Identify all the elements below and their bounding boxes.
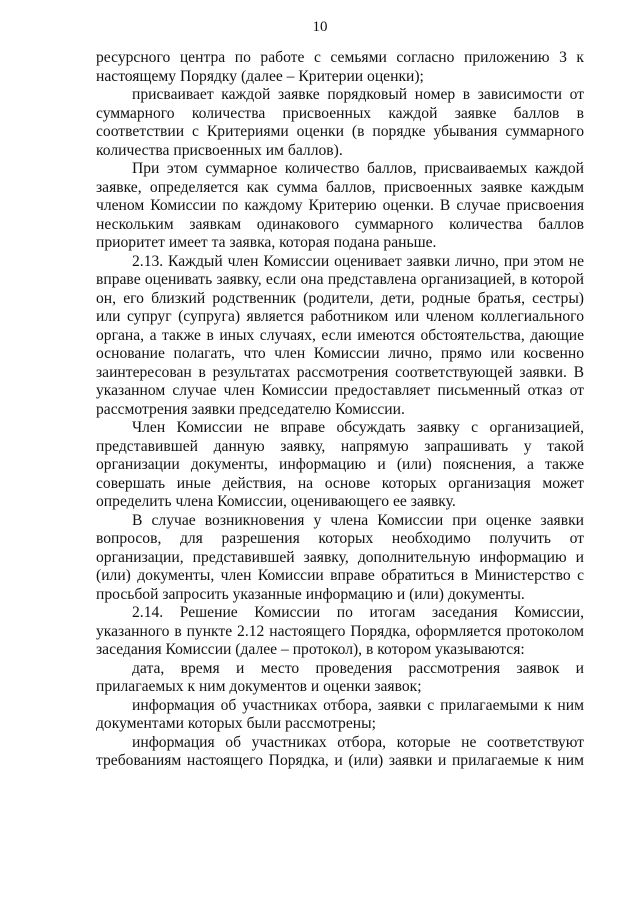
- paragraph-date-time-place: дата, время и место проведения рассмотрения заявок и прилагаемых к ним документов и оценки заявок;: [96, 659, 584, 695]
- paragraph-continuation-criteria: ресурсного центра по работе с семьями согласно приложению 3 к настоящему Порядку (далее – Критерии оценки);: [96, 49, 584, 85]
- paragraph-2-13: 2.13. Каждый член Комиссии оценивает заявки лично, при этом не вправе оценивать заявку, если она представлена организацией, в которой он, его близкий родственник (родители, дети, родные братья, сестры) или супруг (супруга) является работником или членом коллегиального органа, а также в иных случаях, если имеются обстоятельства, дающие основание полагать, что член Комиссии лично, прямо или косвенно заинтересован в результатах рассмотрения соответствующей заявки. В указанном случае член Комиссии предоставляет письменный отказ от рассмотрения заявки председателю Комиссии.: [96, 252, 584, 418]
- paragraph-questions: В случае возникновения у члена Комиссии при оценке заявки вопросов, для разрешения которых необходимо получить от организации, представившей заявку, дополнительную информацию и (или) документы, член Комиссии вправе обратиться в Министерство с просьбой запросить указанные информацию и (или) документы.: [96, 511, 584, 603]
- paragraph-2-14: 2.14. Решение Комиссии по итогам заседания Комиссии, указанного в пункте 2.12 настоящего Порядка, оформляется протоколом заседания Комиссии (далее – протокол), в котором указываются:: [96, 604, 584, 658]
- paragraph-assign-number: присваивает каждой заявке порядковый номер в зависимости от суммарного количества присвоенных каждой заявке баллов в соответствии с Критериями оценки (в порядке убывания суммарного количества присвоенных им баллов).: [96, 86, 584, 159]
- paragraph-score-sum: При этом суммарное количество баллов, присваиваемых каждой заявке, определяется как сумма баллов, присвоенных заявке каждым членом Комиссии по каждому Критерию оценки. В случае присвоения нескольким заявкам одинакового суммарного количества баллов приоритет имеет та заявка, которая подана раньше.: [96, 160, 584, 251]
- page-number: 10: [312, 19, 328, 35]
- paragraph-participants-reviewed: информация об участниках отбора, заявки с прилагаемыми к ним документами которых были рассмотрены;: [96, 696, 584, 732]
- paragraph-no-discussion: Член Комиссии не вправе обсуждать заявку с организацией, представившей данную заявку, напрямую запрашивать у такой организации документы, информацию и (или) пояснения, а также совершать иные действия, на основе которых организация может определить члена Комиссии, оценивающего ее заявку.: [96, 419, 584, 510]
- document-body: [96, 49, 584, 771]
- paragraph-participants-noncompliant: информация об участниках отбора, которые не соответствуют требованиям настоящего Порядка, и (или) заявки и прилагаемые к ним: [96, 733, 584, 769]
